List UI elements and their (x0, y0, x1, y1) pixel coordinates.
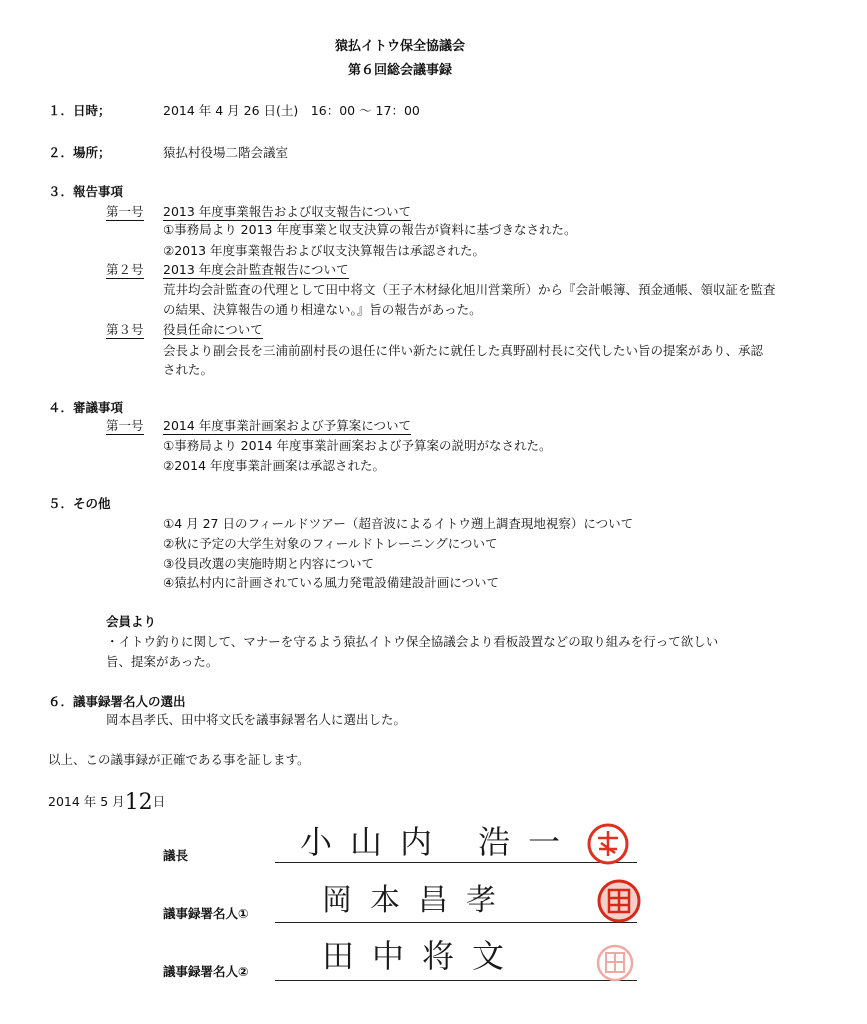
other-item-2: ②秋に予定の大学生対象のフィールドトレーニングについて (163, 536, 498, 551)
other-item-1: ①4 月 27 日のフィールドツアー（超音波によるイトウ遡上調査現地視察）について (163, 516, 634, 531)
signers-text: 岡本昌孝氏、田中将文氏を議事録署名人に選出した。 (106, 712, 407, 727)
section-place-label: ２．場所； (48, 145, 111, 160)
report-item-3-title: 役員任命について (163, 322, 263, 337)
report-item-3-line-2: された。 (163, 362, 214, 377)
report-item-1-number: 第一号 (106, 204, 144, 219)
report-item-1-title: 2013 年度事業報告および収支報告について (163, 204, 412, 219)
deliberation-line-2: ②2014 年度事業計画案は承認された。 (163, 458, 385, 473)
date-day-handwritten: 12 (124, 790, 153, 815)
seal-signer-1-icon (596, 878, 642, 924)
section-other-label: ５．その他 (48, 496, 111, 511)
signature-role-signer-1: 議事録署名人① (163, 906, 249, 921)
report-item-3-line-1: 会長より副会長を三浦前副村長の退任に伴い新たに就任した真野副村長に交代したい旨の提案があり、承認 (163, 343, 764, 358)
members-comment-line-1: ・イトウ釣りに関して、マナーを守るよう猿払イトウ保全協議会より看板設置などの取り組みを行って欲しい (106, 634, 719, 649)
seal-chair-icon (586, 822, 630, 866)
report-item-2-title: 2013 年度会計監査報告について (163, 262, 349, 277)
section-datetime-label: １．日時； (48, 103, 111, 118)
date-suffix: 日 (152, 794, 166, 809)
date-printed: 2014 年 5 月 (48, 794, 125, 809)
report-item-3-number: 第３号 (106, 322, 144, 337)
report-item-2-line-2: の結果、決算報告の通り相違ない。』旨の報告があった。 (163, 302, 482, 317)
section-reports-label: ３．報告事項 (48, 184, 124, 199)
report-item-1-line-2: ②2013 年度事業報告および収支決算報告は承認された。 (163, 243, 485, 258)
signing-date (48, 792, 165, 814)
seal-signer-2-icon (594, 942, 636, 984)
closing-statement: 以上、この議事録が正確である事を証します。 (48, 752, 310, 767)
other-item-4: ④猿払村内に計画されている風力発電設備建設計画について (163, 575, 499, 590)
signature-role-chair: 議長 (163, 848, 189, 863)
signature-line-signer-2 (275, 980, 637, 981)
signature-role-signer-2: 議事録署名人② (163, 964, 249, 979)
deliberation-item-title: 2014 年度事業計画案および予算案について (163, 418, 412, 433)
other-item-3: ③役員改選の実施時期と内容について (163, 556, 374, 571)
report-item-1-line-1: ①事務局より 2013 年度事業と収支決算の報告が資料に基づきなされた。 (163, 222, 577, 237)
report-item-2-number: 第２号 (106, 262, 144, 277)
deliberation-line-1: ①事務局より 2014 年度事業計画案および予算案の説明がなされた。 (163, 438, 552, 453)
document-title: 猿払イトウ保全協議会 (334, 39, 465, 54)
signature-line-signer-1 (275, 922, 637, 923)
members-label: 会員より (106, 614, 157, 629)
members-comment-line-2: 旨、提案があった。 (106, 654, 219, 669)
signature-signer-1-handwritten: 岡本昌孝 (322, 883, 514, 918)
section-deliberation-label: ４．審議事項 (48, 400, 124, 415)
signature-line-chair (275, 862, 637, 863)
report-item-2-line-1: 荒井均会計監査の代理として田中将文（王子木材緑化旭川営業所）から『会計帳簿、預金通帳、領収証を監査 (163, 282, 776, 297)
section-place-value: 猿払村役場二階会議室 (163, 145, 289, 160)
deliberation-item-number: 第一号 (106, 418, 144, 433)
signature-signer-2-handwritten: 田中将文 (322, 937, 523, 975)
section-signers-label: ６．議事録署名人の選出 (48, 694, 186, 709)
section-datetime-value: 2014 年 4 月 26 日(土) 16：00 ～ 17：00 (163, 103, 420, 118)
document-subtitle: 第６回総会議事録 (347, 63, 452, 78)
signature-chair-handwritten: 小山内 浩一 (300, 823, 579, 861)
